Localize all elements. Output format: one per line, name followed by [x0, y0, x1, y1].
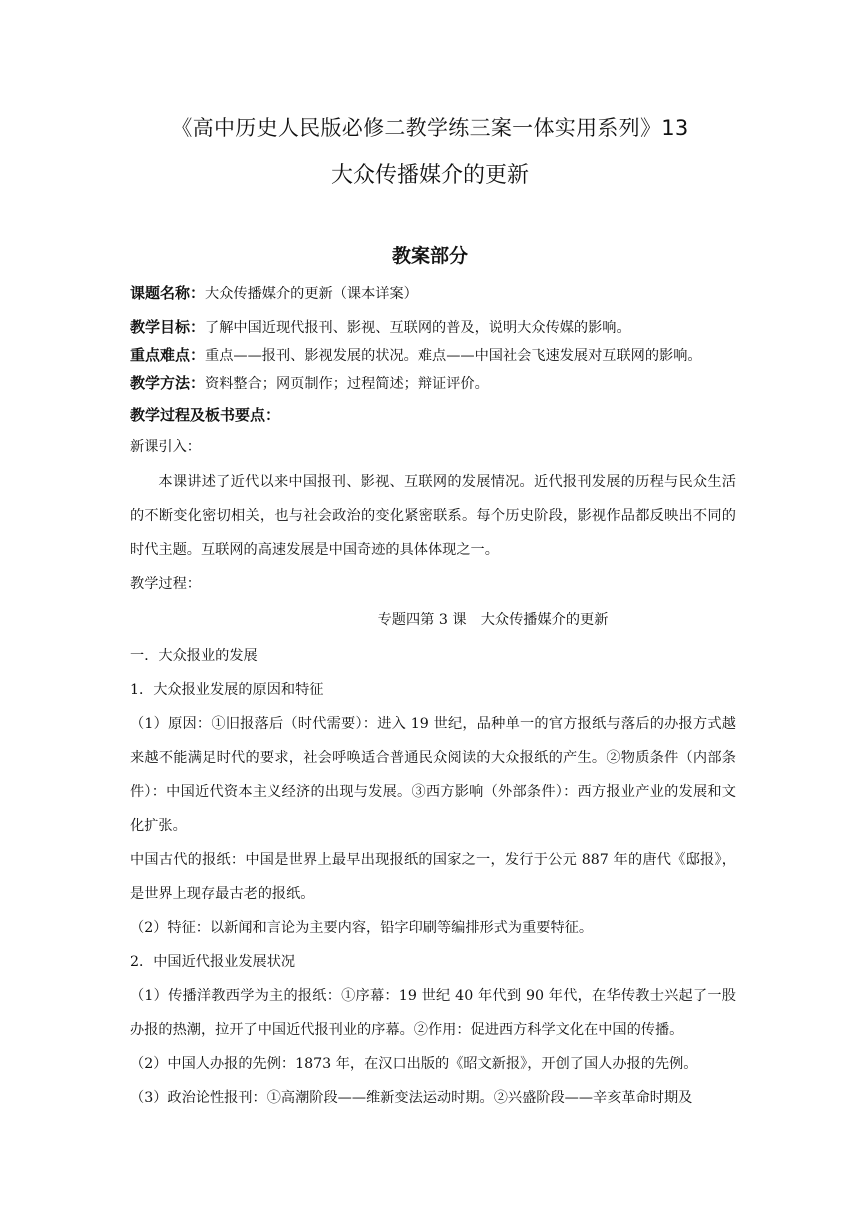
field-label: 重点难点： — [130, 346, 206, 364]
missionary-paragraph: （1）传播洋教西学为主的报纸：①序幕：19 世纪 40 年代到 90 年代，在华传教士兴起了一股办报的热潮，拉开了中国近代报刊业的序幕。②作用：促进西方科学文化在中国的传播。 — [130, 988, 736, 1038]
document-title: 《高中历史人民版必修二教学练三案一体实用系列》13 — [171, 116, 689, 140]
field-value: 了解中国近现代报刊、影视、互联网的普及，说明大众传媒的影响。 — [205, 320, 631, 336]
field-label: 教学目标： — [130, 318, 206, 336]
feature-paragraph: （2）特征：以新闻和言论为主要内容，铅字印刷等编排形式为重要特征。 — [130, 920, 594, 936]
subsection-heading: 2．中国近代报业发展状况 — [130, 954, 296, 970]
field-value: 资料整合；网页制作；过程简述；辩证评价。 — [205, 376, 489, 392]
section-heading: 教案部分 — [391, 245, 468, 267]
teaching-method-line — [130, 370, 736, 398]
document-subtitle: 大众传播媒介的更新 — [330, 163, 529, 188]
process-heading: 教学过程及板书要点： — [130, 406, 281, 424]
political-press-paragraph: （3）政治论性报刊：①高潮阶段——维新变法运动时期。②兴盛阶段——辛亥革命时期及 — [130, 1090, 693, 1106]
ancient-newspaper-paragraph: 中国古代的报纸：中国是世界上最早出现报纸的国家之一，发行于公元 887 年的唐代《邸报》，是世界上现存最古老的报纸。 — [130, 852, 736, 902]
chinese-newspaper-paragraph: （2）中国人办报的先例：1873 年，在汉口出版的《昭文新报》，开创了国人办报的先例。 — [130, 1056, 698, 1072]
document-body — [130, 280, 736, 1115]
process-label: 教学过程： — [130, 576, 201, 592]
lesson-title: 专题四第 3 课 大众传播媒介的更新 — [377, 612, 609, 628]
field-value: 大众传播媒介的更新（课本详案） — [205, 286, 418, 302]
field-label: 课题名称： — [130, 284, 206, 302]
teaching-goal-line — [130, 314, 736, 342]
field-value: 重点——报刊、影视发展的状况。难点——中国社会飞速发展对互联网的影响。 — [205, 348, 702, 364]
part-heading: 一．大众报业的发展 — [130, 648, 258, 664]
intro-label: 新课引入： — [130, 439, 201, 455]
intro-paragraph: 本课讲述了近代以来中国报刊、影视、互联网的发展情况。近代报刊发展的历程与民众生活的不断变化密切相关，也与社会政治的变化紧密联系。每个历史阶段，影视作品都反映出不同的时代主题。互联网的高速发展是中国奇迹的具体体现之一。 — [130, 474, 736, 558]
key-points-line — [130, 342, 736, 370]
field-label: 教学方法： — [130, 374, 206, 392]
course-name-line — [130, 280, 736, 308]
reason-paragraph: （1）原因：①旧报落后（时代需要）：进入 19 世纪，品种单一的官方报纸与落后的办报方式越来越不能满足时代的要求，社会呼唤适合普通民众阅读的大众报纸的产生。②物质条件（内部条件）：中国近代资本主义经济的出现与发展。③西方影响（外部条件）：西方报业产业的发展和文化扩张。 — [130, 716, 736, 834]
subsection-heading: 1．大众报业发展的原因和特征 — [130, 682, 324, 698]
